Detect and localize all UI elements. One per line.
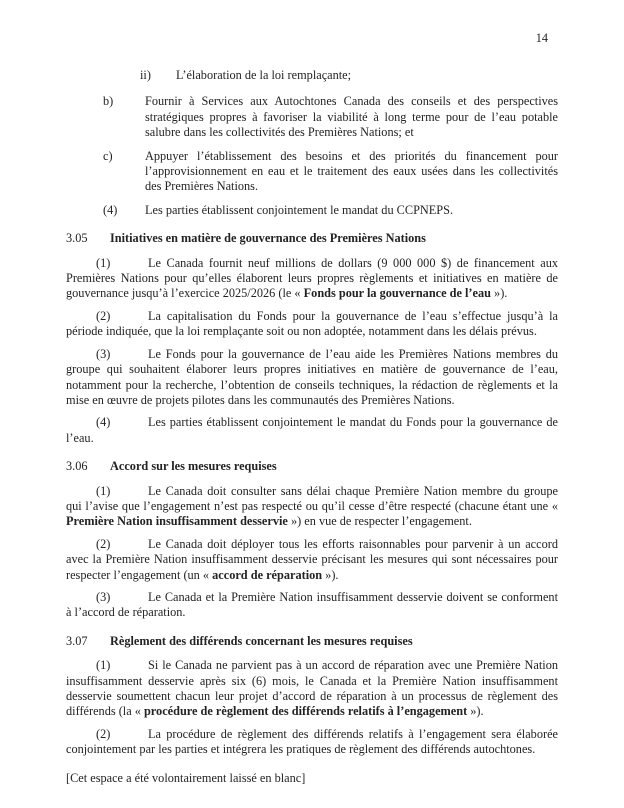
section-number: 3.05 <box>66 231 88 246</box>
item-label: (1) <box>96 255 111 270</box>
item-label: (4) <box>103 202 118 217</box>
text-run: procédure de règlement des différends relatifs à l’engagement <box>143 704 468 719</box>
text-run: Si le Canada ne parvient pas à un accord de réparation avec une Première Nation insuffisamment desservie après six (6) mois, le Canada et la Première Nation insuffisamment desservie soumettent chacun leur projet d’accord de réparation à un processus de règlement des différends (la « <box>66 658 558 719</box>
paragraph <box>66 537 558 583</box>
section-number: 3.07 <box>66 633 88 648</box>
list-item <box>103 149 558 195</box>
text-run: ») en vue de respecter l’engagement. <box>287 514 472 529</box>
paragraph <box>66 256 558 302</box>
item-label: (2) <box>96 726 111 741</box>
text-run: Les parties établissent conjointement le mandat du Fonds pour la gouvernance de l’eau. <box>66 415 558 445</box>
text-run: [Cet espace a été volontairement laissé en blanc] <box>66 770 306 785</box>
text-run: »). <box>490 286 508 301</box>
paragraph <box>66 347 558 409</box>
text-run: Le Canada doit déployer tous les efforts raisonnables pour parvenir à un accord avec la Première Nation insuffisamment desservie précisant les mesures qui sont nécessaires pour respecter l’engagement (un « <box>66 536 558 582</box>
text-run: Première Nation insuffisamment desservie <box>66 514 288 529</box>
page-number: 14 <box>535 31 548 45</box>
list-item <box>103 203 558 218</box>
item-label: (1) <box>96 658 111 673</box>
item-label: (2) <box>96 536 111 551</box>
text-run: Les parties établissent conjointement le mandat du CCPNEPS. <box>145 202 454 217</box>
text-run: »). <box>467 704 484 719</box>
text-run: Initiatives en matière de gouvernance des Premières Nations <box>110 231 426 246</box>
paragraph <box>66 415 558 446</box>
section-number: 3.06 <box>66 459 88 474</box>
paragraph <box>66 658 558 720</box>
item-label: (2) <box>96 308 111 323</box>
text-run: »). <box>322 567 339 582</box>
item-label: (3) <box>96 346 111 361</box>
section-heading <box>66 231 558 246</box>
section-heading <box>66 459 558 474</box>
text-run: La capitalisation du Fonds pour la gouvernance de l’eau s’effectue jusqu’à la période indiquée, que la loi remplaçante soit ou non adoptée, notamment dans les délais prévus. <box>66 308 558 339</box>
text-run: L’élaboration de la loi remplaçante; <box>176 68 352 82</box>
document-body <box>66 68 558 786</box>
text-run: La procédure de règlement des différends relatifs à l’engagement sera élaborée conjointement par les parties et intégrera les pratiques de règlement des différends autochtones. <box>66 726 558 757</box>
text-run: Le Canada fournit neuf millions de dollars (9 000 000 $) de financement aux Premières Nations pour qu’elles élaborent leurs propres règlements et initiatives en matière de gouvernance jusqu’à l’exercice 2025/2026 (le « <box>66 255 558 301</box>
blank-space-note <box>66 771 558 786</box>
text-run: Le Fonds pour la gouvernance de l’eau aide les Premières Nations membres du groupe qui souhaitent élaborer leurs propres initiatives en matière de gouvernance de l’eau, notamment pour la recherche, l’obtention de conseils techniques, la rédaction de règlements et la mise en œuvre de projets pilotes dans les communautés des Premières Nations. <box>66 346 558 407</box>
text-run: Accord sur les mesures requises <box>110 459 277 474</box>
item-label: ii) <box>140 68 151 82</box>
text-run: Fournir à Services aux Autochtones Canada des conseils et des perspectives stratégiques propres à favoriser la viabilité à long terme pour de l’eau potable salubre dans les collectivités des Premières Nations; et <box>145 94 558 140</box>
item-label: (3) <box>96 589 111 604</box>
text-run: accord de réparation <box>212 567 323 582</box>
paragraph <box>66 484 558 530</box>
text-run: Fonds pour la gouvernance de l’eau <box>303 286 491 301</box>
paragraph <box>66 727 558 758</box>
item-label: (4) <box>96 415 111 430</box>
section-heading <box>66 634 558 649</box>
text-run: Appuyer l’établissement des besoins et des priorités du financement pour l’approvisionnement en eau et le traitement des eaux usées dans les collectivités des Premières Nations. <box>145 148 558 194</box>
list-item <box>103 94 558 140</box>
item-label: c) <box>103 148 113 163</box>
text-run: Règlement des différends concernant les mesures requises <box>110 633 413 648</box>
item-label: (1) <box>96 483 111 498</box>
paragraph <box>66 590 558 621</box>
paragraph <box>66 309 558 340</box>
text-run: Le Canada doit consulter sans délai chaque Première Nation membre du groupe qui l’avise que l’engagement n’est pas respecté ou qu’il cesse d’être respecté (chacune étant une « <box>66 483 558 513</box>
item-label: b) <box>103 94 114 109</box>
list-item-sub <box>140 68 558 83</box>
text-run: Le Canada et la Première Nation insuffisamment desservie doivent se conforment à l’accord de réparation. <box>66 589 558 620</box>
